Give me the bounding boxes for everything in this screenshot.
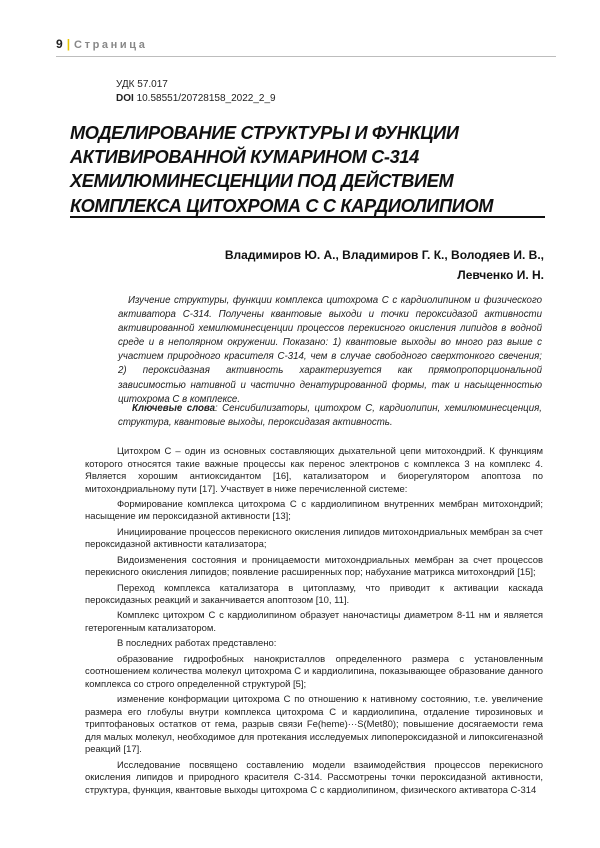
title-line-2: АКТИВИРОВАННОЙ КУМАРИНОМ С-314 — [70, 147, 419, 168]
keywords-label: Ключевые слова — [132, 403, 216, 414]
article-meta — [116, 78, 276, 106]
body-paragraph-2: Формирование комплекса цитохрома С с кардиолипином внутренних мембран митохондрий; насыщение им пероксидазной активности [13]; — [85, 498, 543, 523]
body-paragraph-4: Видоизменения состояния и проницаемости митохондриальных мембран за счет процессов перекисного окисления липидов; появление расширенных пор; набухание матрикса митохондрий [15]; — [85, 554, 543, 579]
body-paragraph-9: изменение конформации цитохрома С по отношению к нативному состоянию, т.е. увеличение размера его глобулы внутри комплекса цитохрома С и кардиолипина, отдаление тирозиновых и триптофановых остатков от гема, разрыв связи Fe(heme)···S(Met80); повышение досягаемости гема для малых молекул, необходимое для протекания исследуемых липопероксидазной и липоксигеназной реакций [17]. — [85, 694, 543, 756]
keywords — [118, 402, 542, 430]
authors-line-1: Владимиров Ю. А., Владимиров Г. К., Володяев И. В., — [224, 248, 544, 262]
body-paragraph-1: Цитохром С – один из основных составляющих дыхательной цепи митохондрий. К функциям которого относятся такие важные процессы как перенос электронов с комплекса 3 на комплекс 4. Является хорошим антиоксидантом [16], катализатором и биорегулятором апоптоза по митохондриальному пути [17]. Участвует в ниже перечисленной системе: — [85, 446, 543, 495]
page-number: 9 — [56, 37, 63, 51]
authors-block — [144, 245, 544, 285]
running-header — [56, 35, 560, 53]
body-paragraph-8: образование гидрофобных нанокристаллов определенного размера с установленным соотношением количества молекул цитохрома С и кардиолипина, показывающее образование данного комплекса со строго определенной структурой [5]; — [85, 653, 543, 690]
title-line-1: МОДЕЛИРОВАНИЕ СТРУКТУРЫ И ФУНКЦИИ — [70, 123, 459, 143]
article-title — [70, 121, 550, 218]
abstract — [118, 294, 542, 407]
header-divider — [56, 56, 556, 57]
body-paragraph-7: В последних работах представлено: — [117, 638, 277, 650]
doi-line — [116, 92, 276, 106]
keywords-paragraph — [118, 402, 542, 430]
authors-line-2: Левченко И. Н. — [457, 268, 544, 282]
title-line-4: КОМПЛЕКСА ЦИТОХРОМА С С КАРДИОЛИПИОМ — [70, 195, 494, 216]
doi-value: 10.58551/20728158_2022_2_9 — [136, 93, 276, 104]
udc-code: УДК 57.017 — [116, 79, 168, 90]
title-line-3: ХЕМИЛЮМИНЕСЦЕНЦИИ ПОД ДЕЙСТВИЕМ — [70, 171, 454, 192]
title-divider — [70, 216, 545, 218]
body-paragraph-5: Переход комплекса катализатора в цитоплазму, что приводит к активации каскада пероксидазных реакций и заканчивается апоптозом [10, 11]. — [85, 582, 543, 607]
keywords-text: : Сенсибилизаторы, цитохром С, кардиолипин, хемилюминесценция, структура, квантовые выходы, пероксидазая активность. — [118, 403, 542, 428]
body-paragraph-3: Инициирование процессов перекисного окисления липидов митохондриальных мембран за счет пероксидазной активности катализатора; — [85, 526, 543, 551]
abstract-text: Изучение структуры, функции комплекса цитохрома С с кардиолипином и физического активатора С-314. Получены квантовые выходи и точки пероксидазой активности активированной хемилюминесценции процессов перекисного окисления липидов в водной среде и в неполярном окружении. Показано: 1) квантовые выходы во много раз выше с участием природного красителя С-314, чем в случае свободного сверхтонкого свечения; 2) пероксидазная активность характеризуется как прямопропорциональной зависимостью нативной и частично денатурированной формы, так и насыщенностью цитохрома С в комплексе. — [118, 295, 542, 405]
doi-label: DOI — [116, 93, 134, 104]
body-paragraph-10: Исследование посвящено составлению модели взаимодействия процессов перекисного окисления липидов и природного красителя С-314. Рассмотрены точки пероксидазной активности, структура, функция, квантовые выходы цитохрома С с кардиолипином, физического активатора С-314 — [85, 759, 543, 796]
body-text — [85, 446, 543, 800]
header-separator: | — [66, 37, 71, 51]
header-section-word: Страница — [74, 39, 148, 51]
body-paragraph-6: Комплекс цитохром С с кардиолипином образует наночастицы диаметром 8-11 нм и является гетерогенным катализатором. — [85, 610, 543, 634]
